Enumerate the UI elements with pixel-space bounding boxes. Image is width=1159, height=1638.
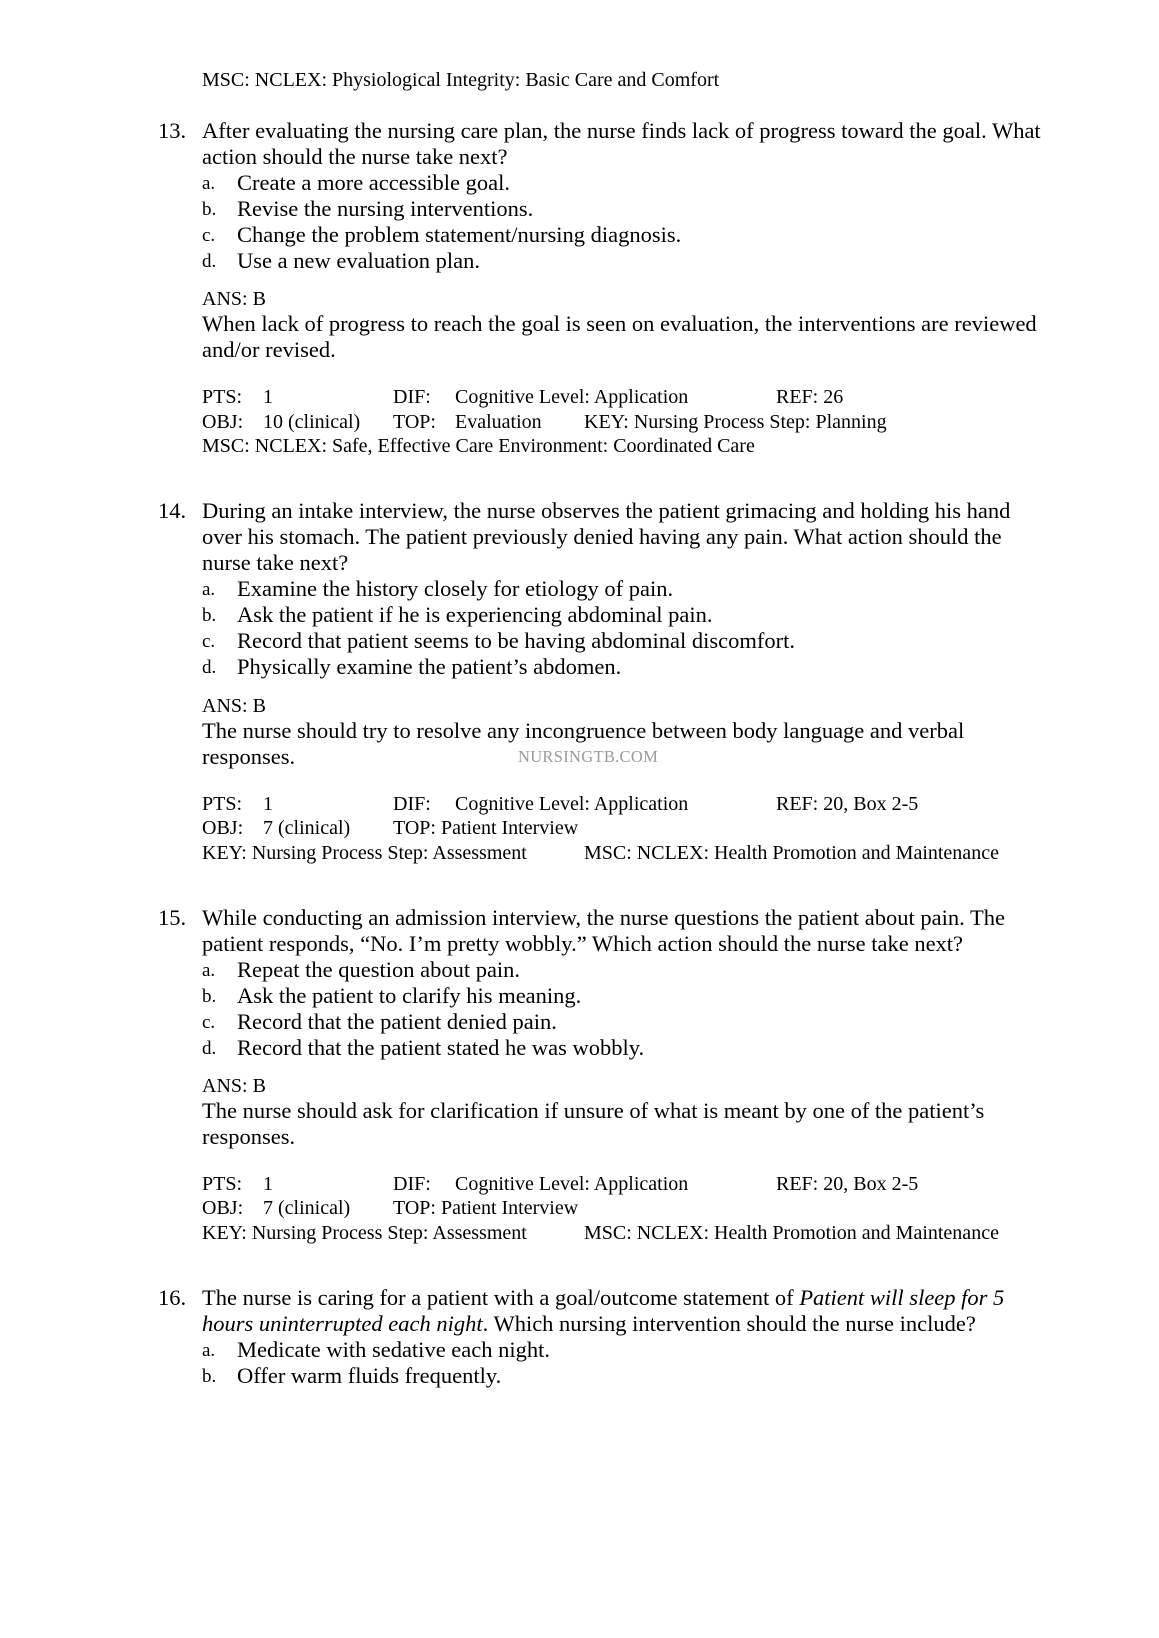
- question-stem-line: [202, 1313, 976, 1336]
- question-stem-line: patient responds, “No. I’m pretty wobbly.” Which action should the nurse take next?: [202, 931, 964, 956]
- rationale-line: When lack of progress to reach the goal is seen on evaluation, the interventions are reviewed: [202, 311, 1037, 336]
- option-text: Ask the patient if he is experiencing abdominal pain.: [237, 602, 713, 627]
- question-stem-line: [202, 1287, 1004, 1310]
- obj-value: 7 (clinical): [263, 817, 351, 839]
- option-text: Offer warm fluids frequently.: [237, 1363, 502, 1388]
- rationale-line: The nurse should ask for clarification if unsure of what is meant by one of the patient’s: [202, 1098, 985, 1123]
- option-text: Repeat the question about pain.: [237, 957, 521, 982]
- answer-line: ANS: B: [202, 695, 266, 717]
- key-value: KEY: Nursing Process Step: Assessment: [202, 842, 527, 864]
- option-letter: a.: [202, 173, 216, 194]
- option-text: Change the problem statement/nursing diagnosis.: [237, 222, 682, 247]
- pts-label: PTS:: [202, 1173, 243, 1195]
- option-letter: c.: [202, 225, 216, 246]
- option-letter: b.: [202, 1366, 217, 1387]
- option-text: Revise the nursing interventions.: [237, 196, 534, 221]
- watermark: NURSINGTB.COM: [518, 747, 659, 766]
- option-letter: a.: [202, 579, 216, 600]
- dif-value: Cognitive Level: Application: [455, 386, 689, 408]
- option-letter: b.: [202, 986, 217, 1007]
- question-stem-line: over his stomach. The patient previously denied having any pain. What action should the: [202, 524, 1002, 549]
- option-text: Use a new evaluation plan.: [237, 248, 481, 273]
- answer-line: ANS: B: [202, 288, 266, 310]
- option-text: Physically examine the patient’s abdomen.: [237, 654, 622, 679]
- key-value: KEY: Nursing Process Step: Assessment: [202, 1222, 527, 1244]
- option-letter: d.: [202, 1038, 217, 1059]
- rationale-line: responses.: [202, 744, 296, 769]
- pts-value: 1: [263, 793, 273, 815]
- pts-label: PTS:: [202, 793, 243, 815]
- option-text: Record that the patient stated he was wobbly.: [237, 1035, 645, 1060]
- rationale-line: The nurse should try to resolve any incongruence between body language and verbal: [202, 718, 965, 743]
- question-number: 14.: [158, 498, 187, 523]
- question-stem-line: While conducting an admission interview, the nurse questions the patient about pain. The: [202, 905, 1005, 930]
- obj-label: OBJ:: [202, 817, 244, 839]
- rationale-line: responses.: [202, 1124, 296, 1149]
- option-letter: b.: [202, 605, 217, 626]
- option-letter: c.: [202, 631, 216, 652]
- option-text: Record that patient seems to be having abdominal discomfort.: [237, 628, 795, 653]
- dif-label: DIF:: [393, 1173, 431, 1195]
- stem-text: . Which nursing intervention should the nurse include?: [482, 1311, 976, 1336]
- option-text: Ask the patient to clarify his meaning.: [237, 983, 582, 1008]
- msc-value: MSC: NCLEX: Health Promotion and Maintenance: [584, 842, 999, 864]
- top-value: TOP: Patient Interview: [393, 817, 579, 839]
- ref-value: REF: 20, Box 2-5: [776, 793, 919, 815]
- question-stem-line: After evaluating the nursing care plan, the nurse finds lack of progress toward the goal. What: [202, 118, 1041, 143]
- option-letter: d.: [202, 657, 217, 678]
- option-text: Examine the history closely for etiology of pain.: [237, 576, 674, 601]
- stem-text: The nurse is caring for a patient with a goal/outcome statement of: [202, 1285, 800, 1310]
- option-letter: a.: [202, 1340, 216, 1361]
- question-stem-line: nurse take next?: [202, 550, 349, 575]
- option-text: Create a more accessible goal.: [237, 170, 510, 195]
- option-text: Medicate with sedative each night.: [237, 1337, 551, 1362]
- rationale-line: and/or revised.: [202, 337, 336, 362]
- key-value: KEY: Nursing Process Step: Planning: [584, 411, 887, 433]
- msc-value: MSC: NCLEX: Health Promotion and Maintenance: [584, 1222, 999, 1244]
- option-text: Record that the patient denied pain.: [237, 1009, 557, 1034]
- msc-line-carryover: MSC: NCLEX: Physiological Integrity: Basic Care and Comfort: [202, 69, 720, 91]
- obj-label: OBJ:: [202, 411, 244, 433]
- stem-italic-text: hours uninterrupted each night: [202, 1311, 483, 1336]
- top-value: TOP: Patient Interview: [393, 1197, 579, 1219]
- obj-label: OBJ:: [202, 1197, 244, 1219]
- msc-value: MSC: NCLEX: Safe, Effective Care Environment: Coordinated Care: [202, 435, 755, 457]
- option-letter: d.: [202, 251, 217, 272]
- question-number: 13.: [158, 118, 187, 143]
- question-number: 16.: [158, 1285, 187, 1310]
- dif-label: DIF:: [393, 386, 431, 408]
- obj-value: 7 (clinical): [263, 1197, 351, 1219]
- top-value: Evaluation: [455, 411, 542, 433]
- question-number: 15.: [158, 905, 187, 930]
- question-stem-line: action should the nurse take next?: [202, 144, 508, 169]
- stem-italic-text: Patient will sleep for 5: [799, 1285, 1005, 1310]
- ref-value: REF: 20, Box 2-5: [776, 1173, 919, 1195]
- dif-label: DIF:: [393, 793, 431, 815]
- pts-value: 1: [263, 386, 273, 408]
- dif-value: Cognitive Level: Application: [455, 1173, 689, 1195]
- question-stem-line: During an intake interview, the nurse observes the patient grimacing and holding his hand: [202, 498, 1011, 523]
- dif-value: Cognitive Level: Application: [455, 793, 689, 815]
- pts-value: 1: [263, 1173, 273, 1195]
- option-letter: a.: [202, 960, 216, 981]
- option-letter: b.: [202, 199, 217, 220]
- top-label: TOP:: [393, 411, 436, 433]
- option-letter: c.: [202, 1012, 216, 1033]
- answer-line: ANS: B: [202, 1075, 266, 1097]
- pts-label: PTS:: [202, 386, 243, 408]
- obj-value: 10 (clinical): [263, 411, 361, 433]
- ref-value: REF: 26: [776, 386, 844, 408]
